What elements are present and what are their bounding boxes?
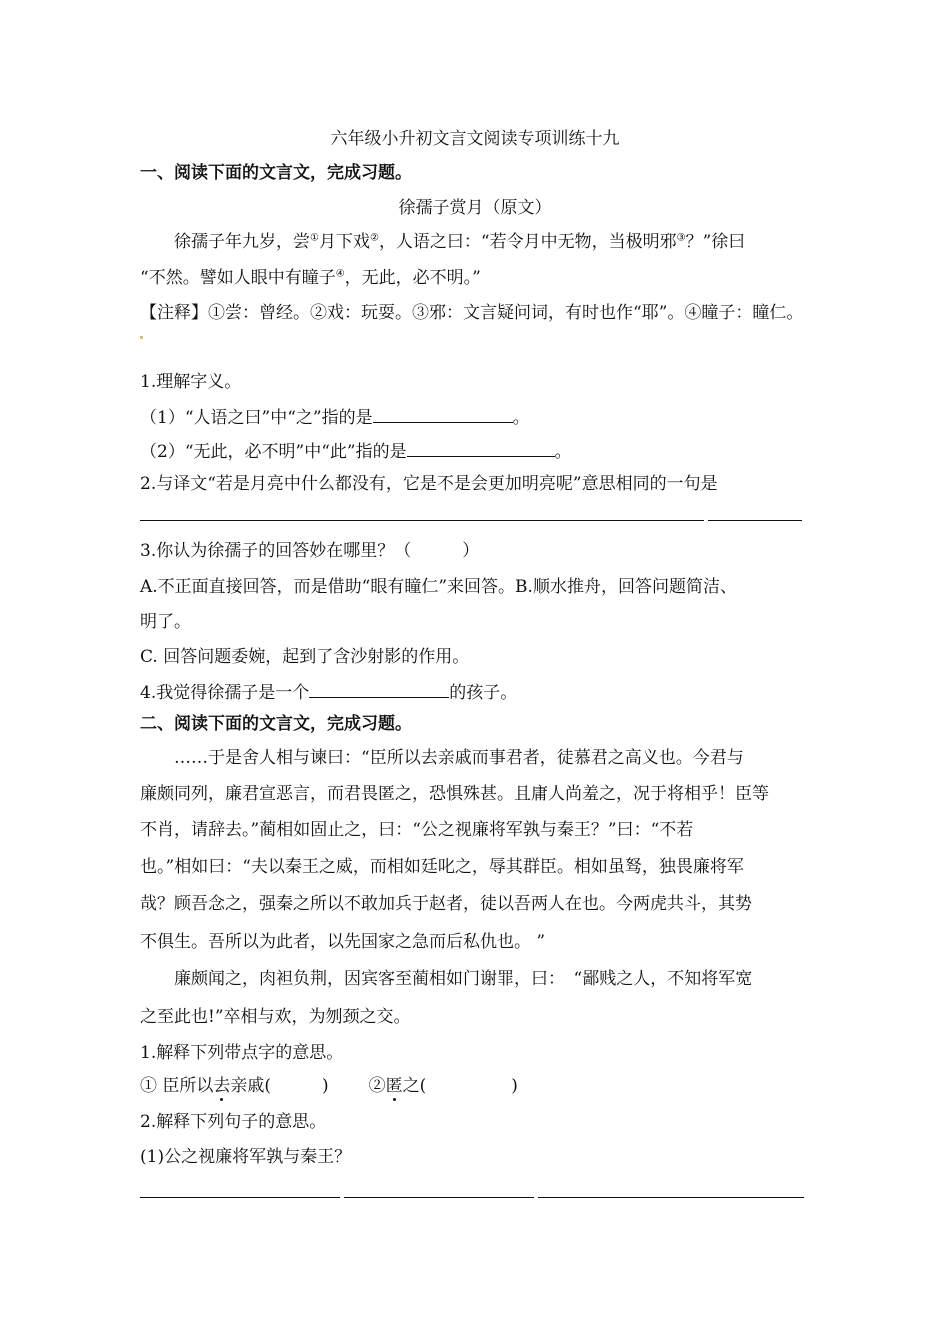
question-1-1: （1）“人语之曰”中“之”指的是 。 [140, 405, 530, 429]
answer-blank-1-2[interactable] [407, 439, 555, 457]
page-title: 六年级小升初文言文阅读专项训练十九 [330, 129, 620, 149]
answer-blank-1-1[interactable] [373, 405, 513, 423]
question-1-2: （2）“无此，必不明”中“此”指的是 。 [140, 439, 572, 463]
question-2: 2.与译文“若是月亮中什么都没有，它是不是会更加明亮呢”意思相同的一句是 [140, 474, 718, 494]
dotted-char-ni: 匿 [385, 1076, 403, 1096]
s2-question-2-1: (1)公之视廉将军孰与秦王？ [140, 1147, 352, 1167]
answer-line-s2b[interactable] [344, 1197, 534, 1198]
passage-line-1: 徐孺子年九岁，尝①月下戏②，人语之曰：“若令月中无物，当极明邪③？”徐曰 [174, 232, 746, 252]
note-ref-4: ④ [335, 268, 345, 280]
note-ref-2: ② [369, 232, 379, 244]
scan-speck [140, 336, 143, 339]
annotations: 【注释】①尝：曾经。②戏：玩耍。③邪：文言疑问词，有时也作“耶”。④瞳子：瞳仁。 [140, 303, 804, 323]
passage-line-2: “不然。譬如人眼中有瞳子④，无此，必不明。” [140, 268, 481, 288]
option-c: C. 回答问题委婉，起到了含沙射影的作用。 [140, 647, 470, 667]
dotted-char-qu: 去 [213, 1076, 231, 1096]
note-ref-3: ③ [676, 232, 686, 244]
passage-title: 徐孺子赏月（原文） [398, 198, 552, 218]
s2-question-2: 2.解释下列句子的意思。 [140, 1112, 327, 1132]
answer-line-s2a[interactable] [140, 1197, 340, 1198]
passage2-line-2: 廉颇同列，廉君宣恶言，而君畏匿之，恐惧殊甚。且庸人尚羞之，况于将相乎！臣等 [140, 784, 769, 804]
passage2-line-4: 也。”相如曰：“夫以秦王之威，而相如廷叱之，辱其群臣。相如虽驽，独畏廉将军 [140, 857, 744, 877]
passage2-line-5: 哉？顾吾念之，强秦之所以不敢加兵于赵者，徒以吾两人在也。今两虎共斗，其势 [140, 894, 752, 914]
section1-heading: 一、阅读下面的文言文，完成习题。 [140, 163, 412, 183]
question-1: 1.理解字义。 [140, 372, 242, 392]
question-3: 3.你认为徐孺子的回答妙在哪里？（ ） [140, 541, 480, 561]
note-ref-1: ① [310, 232, 319, 244]
passage2-para2-line-1: 廉颇闻之，肉袒负荆，因宾客至蔺相如门谢罪，曰： “鄙贱之人，不知将军宽 [174, 969, 753, 989]
answer-line-2a[interactable] [140, 520, 704, 521]
passage2-line-3: 不肖，请辞去。”蔺相如固止之，曰：“公之视廉将军孰与秦王？”曰：“不若 [140, 820, 694, 840]
s2-question-1-items: ① 臣所以去亲戚( ) ②匿之( ) [140, 1076, 518, 1096]
answer-blank-4[interactable] [309, 680, 449, 698]
passage2-para2-line-2: 之至此也!”卒相与欢，为刎颈之交。 [140, 1007, 411, 1027]
question-4: 4.我觉得徐孺子是一个 的孩子。 [140, 680, 517, 704]
answer-line-2b[interactable] [708, 520, 802, 521]
answer-line-s2c[interactable] [538, 1197, 804, 1198]
section2-heading: 二、阅读下面的文言文，完成习题。 [140, 714, 412, 734]
option-a-b: A.不正面直接回答，而是借助“眼有瞳仁”来回答。B.顺水推舟，回答问题简洁、 [140, 577, 737, 597]
option-b-continued: 明了。 [140, 612, 191, 632]
passage2-line-6: 不俱生。吾所以为此者，以先国家之急而后私仇也。 ” [140, 932, 546, 952]
s2-question-1: 1.解释下列带点字的意思。 [140, 1043, 344, 1063]
passage2-line-1: ……于是舍人相与谏曰：“臣所以去亲戚而事君者，徒慕君之高义也。今君与 [174, 748, 744, 768]
